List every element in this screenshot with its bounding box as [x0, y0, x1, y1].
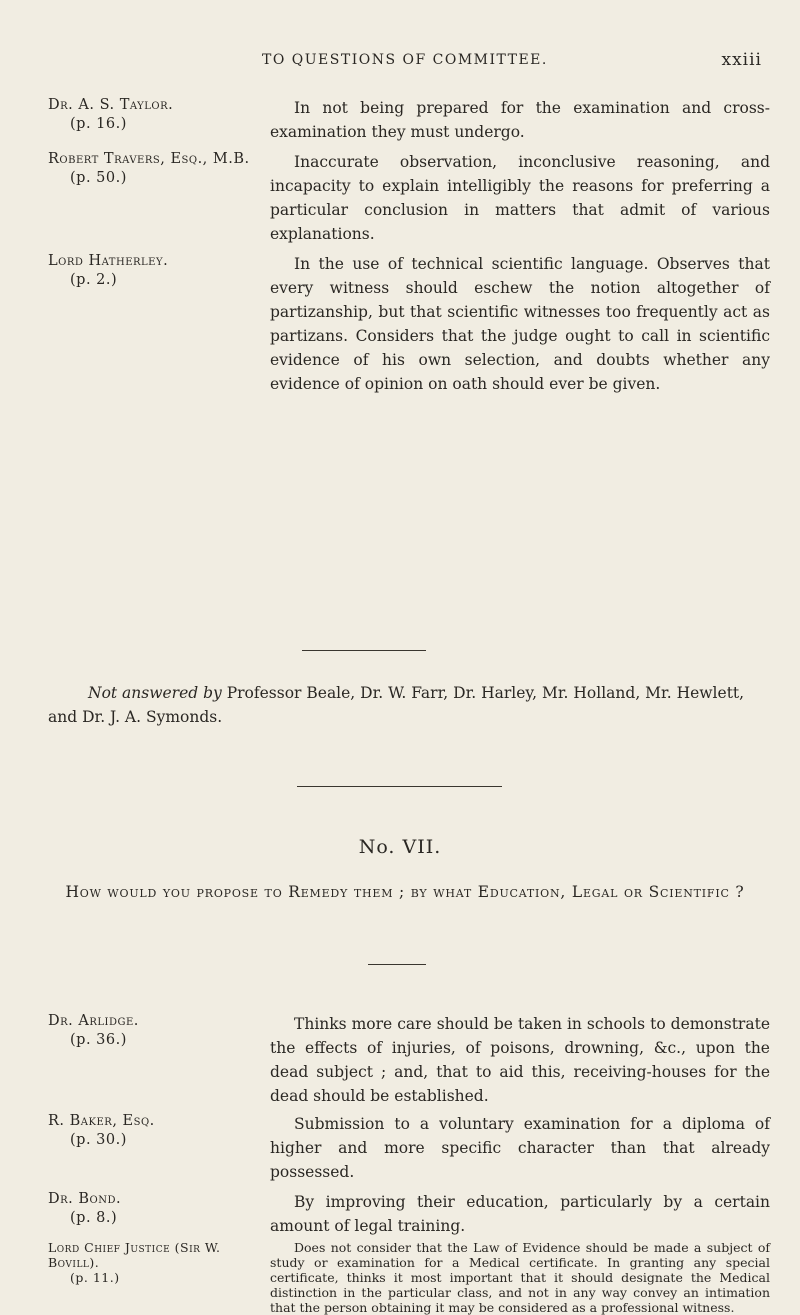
page-reference: (p. 11.)	[70, 1270, 120, 1285]
page-reference: (p. 50.)	[70, 170, 127, 186]
page-reference: (p. 36.)	[70, 1032, 127, 1048]
section-number: No. VII.	[358, 836, 442, 858]
answer-text: Inaccurate observation, inconclusive reasoning, and incapacity to explain intelligibly the reasons for preferring a particular conclusion in matters that admit of various explanations.	[270, 153, 770, 243]
section-question: How would you propose to Remedy them ; by what Education, Legal or Scientific ?	[65, 883, 745, 901]
witness-name	[48, 96, 268, 134]
page-reference: (p. 8.)	[70, 1210, 118, 1226]
divider-rule	[302, 650, 426, 651]
witness-name-text: Robert Travers, Esq., M.B.	[48, 151, 250, 167]
not-answered-note	[48, 681, 778, 729]
section-divider-rule	[297, 786, 502, 787]
short-divider-rule	[368, 964, 426, 965]
witness-name	[48, 1112, 268, 1150]
page-number: xxiii	[721, 50, 762, 70]
running-head: TO QUESTIONS OF COMMITTEE.	[262, 52, 548, 68]
witness-name	[48, 1240, 268, 1285]
page-reference: (p. 16.)	[70, 116, 127, 132]
witness-name	[48, 252, 268, 290]
answer-text: In the use of technical scientific language. Observes that every witness should eschew the notion altogether of partizanship, but that scientific witnesses too frequently act as partizans. Considers that the judge ought to call in scientific evidence of his own selection, and doubts whether any evidence of opinion on oath should ever be given.	[270, 255, 770, 393]
witness-name-text: Dr. Bond.	[48, 1191, 122, 1207]
answer-text: Thinks more care should be taken in schools to demonstrate the effects of injuries, of poisons, drowning, &c., upon the dead subject ; and, that to aid this, receiving-houses for the dead should be established.	[270, 1015, 770, 1105]
page-reference: (p. 2.)	[70, 272, 118, 288]
witness-name-text: Lord Chief Justice (Sir W. Bovill).	[48, 1240, 221, 1270]
answer-text: By improving their education, particularly by a certain amount of legal training.	[270, 1193, 770, 1235]
witness-name	[48, 150, 280, 188]
witness-name	[48, 1190, 268, 1228]
not-answered-lead: Not answered by	[88, 684, 222, 702]
witness-name	[48, 1012, 268, 1050]
not-answered-list: Professor Beale, Dr. W. Farr, Dr. Harley, Mr. Holland, Mr. Hewlett, and Dr. J. A. Symonds.	[48, 684, 745, 726]
answer-text: Does not consider that the Law of Evidence should be made a subject of study or examination for a Medical certificate. In granting any special certificate, thinks it most important that it should designate the Medical distinction in the particular class, and not in any way convey an intimation that the person obtaining it may be considered as a professional witness.	[270, 1240, 770, 1315]
answer-text: In not being prepared for the examination and cross-examination they must undergo.	[270, 99, 770, 141]
witness-name-text: Dr. Arlidge.	[48, 1013, 139, 1029]
page-reference: (p. 30.)	[70, 1132, 127, 1148]
witness-name-text: Lord Hatherley.	[48, 253, 169, 269]
answer-text: Submission to a voluntary examination for a diploma of higher and more specific character than that already possessed.	[270, 1115, 770, 1181]
witness-name-text: Dr. A. S. Taylor.	[48, 97, 174, 113]
witness-name-text: R. Baker, Esq.	[48, 1113, 155, 1129]
